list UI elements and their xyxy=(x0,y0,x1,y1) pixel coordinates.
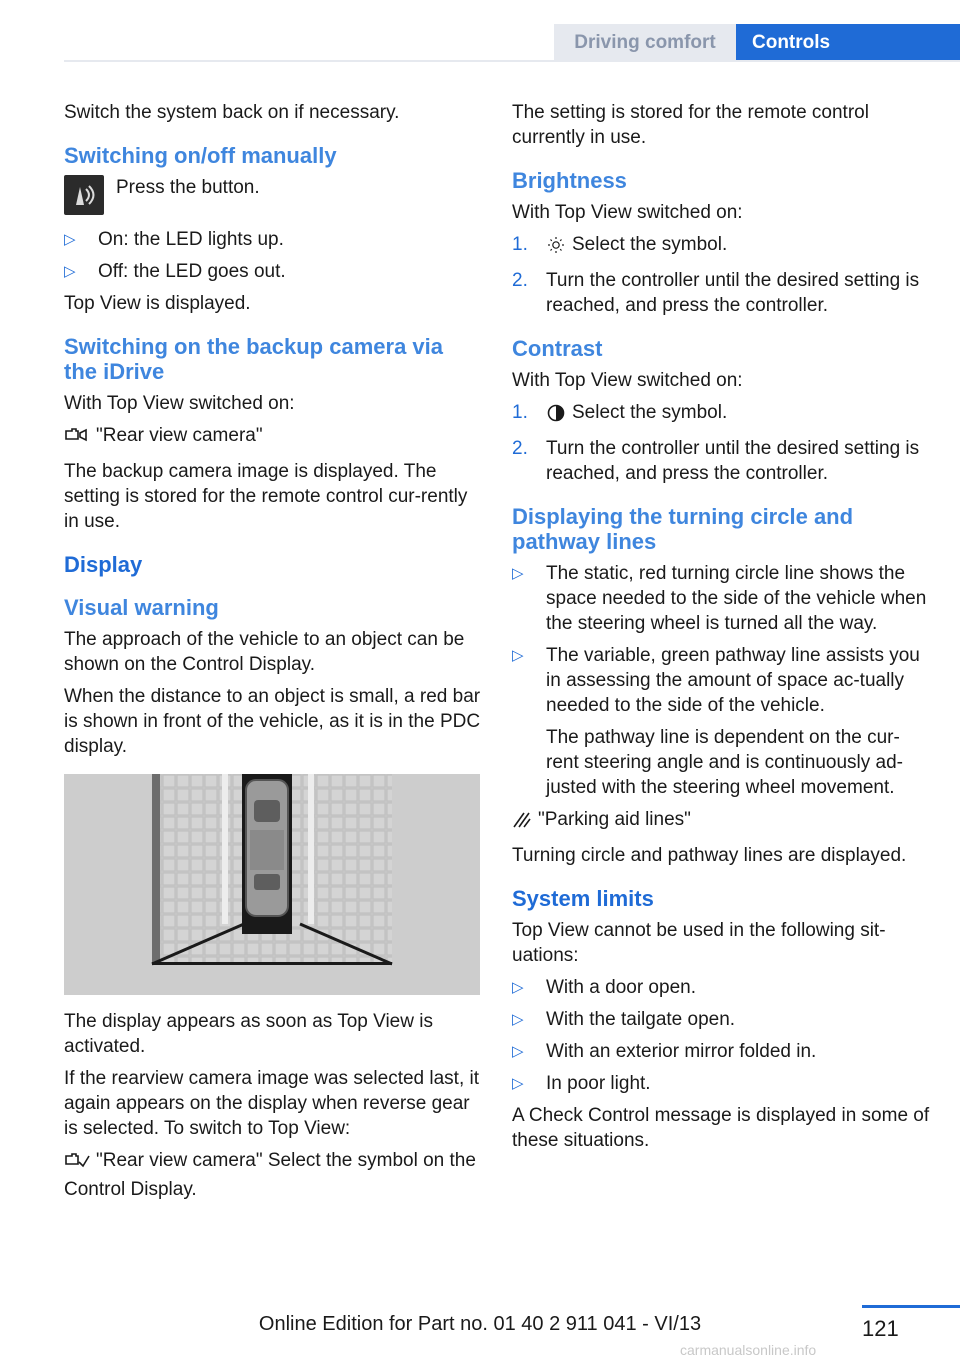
list-item: ▷ Off: the LED goes out. xyxy=(64,261,286,282)
parking-lines-icon xyxy=(512,811,532,836)
paragraph: The approach of the vehicle to an object can be shown on the Control Display. xyxy=(64,629,465,675)
button-row xyxy=(64,175,482,219)
paragraph: The display appears as soon as Top View is activated. xyxy=(64,1011,433,1057)
list-item: ▷ With a door open. xyxy=(512,977,696,998)
triangle-bullet-icon: ▷ xyxy=(512,647,524,664)
left-column xyxy=(64,100,482,1209)
list-item: ▷ On: the LED lights up. xyxy=(64,229,284,250)
pdc-button-icon xyxy=(64,175,104,215)
paragraph: If the rearview camera image was selected last, it again appears on the display when reverse gear is selected. To switch to Top View: xyxy=(64,1068,480,1139)
rear-camera-check-icon xyxy=(64,1152,90,1177)
edition-line: Online Edition for Part no. 01 40 2 911 041 - VI/13 xyxy=(258,1313,702,1335)
rear-camera-icon xyxy=(64,427,90,452)
heading-contrast: Contrast xyxy=(512,336,603,361)
triangle-bullet-icon: ▷ xyxy=(64,231,76,248)
triangle-bullet-icon: ▷ xyxy=(512,1011,524,1028)
step-number: 2. xyxy=(512,270,528,291)
list-item: 2. Turn the controller until the desired setting is reached, and press the controller. xyxy=(512,270,920,316)
list-item: 1. Select the symbol. xyxy=(512,400,930,429)
paragraph: When the distance to an object is small, a red bar is shown in front of the vehicle, as it is in the PDC display. xyxy=(64,686,481,757)
list-item: ▷ The static, red turning circle line shows the space needed to the side of the vehicle when the steering wheel is turned all the way. xyxy=(512,563,927,634)
paragraph: Switch the system back on if necessary. xyxy=(64,102,400,123)
contrast-icon xyxy=(546,404,566,429)
right-column xyxy=(512,100,930,1160)
paragraph: Top View is displayed. xyxy=(64,293,251,314)
page-number: 121 xyxy=(862,1316,899,1341)
paragraph: The setting is stored for the remote control currently in use. xyxy=(512,102,869,148)
heading-display: Display xyxy=(64,552,143,577)
header-tabs xyxy=(0,24,960,62)
list-item: ▷ With an exterior mirror folded in. xyxy=(512,1041,817,1062)
header-rule xyxy=(64,60,960,62)
heading-brightness: Brightness xyxy=(512,168,627,193)
rear-view-select-line: "Rear view camera" Select the symbol on the Control Display. xyxy=(64,1150,476,1200)
heading-visual-warning: Visual warning xyxy=(64,595,219,620)
list-item: ▷ The variable, green pathway line assists you in assessing the amount of space ac-tually needed to the side of the vehicle. xyxy=(512,645,920,716)
parking-aid-lines-line: "Parking aid lines" xyxy=(512,807,930,836)
triangle-bullet-icon: ▷ xyxy=(512,565,524,582)
tab-driving-comfort: Driving comfort xyxy=(554,24,736,62)
step-number: 2. xyxy=(512,438,528,459)
triangle-bullet-icon: ▷ xyxy=(512,979,524,996)
paragraph: With Top View switched on: xyxy=(64,393,295,414)
paragraph: The backup camera image is displayed. The setting is stored for the remote control cur-rently in use. xyxy=(64,461,468,532)
heading-system-limits: System limits xyxy=(512,886,654,911)
triangle-bullet-icon: ▷ xyxy=(512,1043,524,1060)
tab-controls: Controls xyxy=(736,24,960,62)
brightness-sun-icon xyxy=(546,236,566,261)
footer-rule xyxy=(862,1305,960,1308)
paragraph: With Top View switched on: xyxy=(512,202,743,223)
list-item: ▷ With the tailgate open. xyxy=(512,1009,736,1030)
list-item: ▷ In poor light. xyxy=(512,1073,651,1094)
press-button-text: Press the button. xyxy=(116,177,260,198)
list-item: 1. Select the symbol. xyxy=(512,232,930,261)
paragraph: Turning circle and pathway lines are displayed. xyxy=(512,845,907,866)
heading-switching-manually: Switching on/off manually xyxy=(64,143,337,168)
rear-view-camera-line: "Rear view camera" xyxy=(64,423,482,452)
top-view-figure xyxy=(64,774,480,995)
sub-paragraph: The pathway line is dependent on the cur-rent steering angle and is continuously ad-justed with the steering wheel movement. xyxy=(546,727,904,798)
paragraph: A Check Control message is displayed in some of these situations. xyxy=(512,1105,930,1151)
list-item: 2. Turn the controller until the desired setting is reached, and press the controller. xyxy=(512,438,920,484)
heading-backup-camera: Switching on the backup camera via the iDrive xyxy=(64,334,443,384)
watermark: carmanualsonline.info xyxy=(680,1342,817,1358)
step-number: 1. xyxy=(512,402,528,423)
step-number: 1. xyxy=(512,234,528,255)
triangle-bullet-icon: ▷ xyxy=(64,263,76,280)
paragraph: With Top View switched on: xyxy=(512,370,743,391)
triangle-bullet-icon: ▷ xyxy=(512,1075,524,1092)
heading-turning-circle: Displaying the turning circle and pathway lines xyxy=(512,504,854,554)
paragraph: Top View cannot be used in the following sit-uations: xyxy=(512,920,886,966)
